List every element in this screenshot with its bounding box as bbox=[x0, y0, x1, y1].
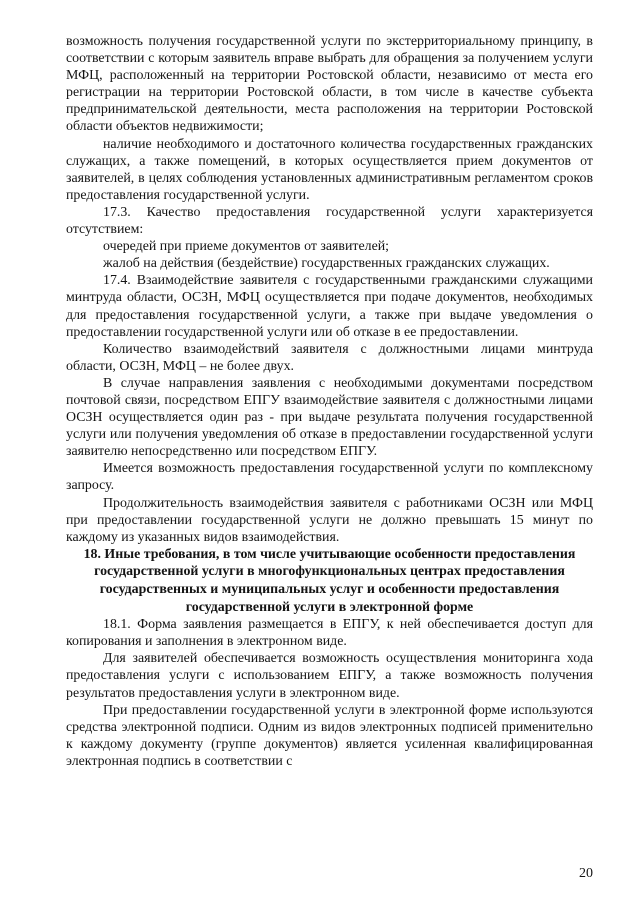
paragraph-interaction-count: Количество взаимодействий заявителя с должностными лицами минтруда области, ОСЗН, МФЦ – не более двух. bbox=[66, 341, 593, 374]
page-number: 20 bbox=[579, 866, 593, 881]
paragraph-electronic-signature: При предоставлении государственной услуги в электронной форме используются средства электронной подписи. Одним из видов электронных подписей применительно к каждому документу (группе документов) является усиленная квалифицированная электронная подпись в соответствии с bbox=[66, 702, 593, 769]
paragraph-complex-request: Имеется возможность предоставления государственной услуги по комплексному запросу. bbox=[66, 461, 593, 494]
paragraph-extraterritorial: возможность получения государственной услуги по экстерриториальному принципу, в соответствии с которым заявитель вправе выбрать для обращения за получением услуги МФЦ, расположенный на территории Ростовской области, независимо от места его регистрации на территории Ростовской области, в том числе в качестве субъекта предпринимательской деятельности, места расположения на территории Ростовской области объектов недвижимости; bbox=[66, 34, 593, 135]
section-heading-18: 18. Иные требования, в том числе учитывающие особенности предоставления государственной услуги в многофункциональных центрах предоставления государственных и муниципальных услуг и особенности предоставления государственной услуги в электронной форме bbox=[83, 546, 576, 615]
paragraph-17-4: 17.4. Взаимодействие заявителя с государственными гражданскими служащими минтруда области, ОСЗН, МФЦ осуществляется при подаче документов, необходимых для предоставления государственной услуги, а также при выдаче уведомления о предоставлении государственной услуги или об отказе в ее предоставлении. bbox=[66, 273, 593, 340]
list-item-complaints: жалоб на действия (бездействие) государственных гражданских служащих. bbox=[103, 256, 550, 272]
list-item-queues: очередей при приеме документов от заявителей; bbox=[103, 239, 390, 255]
paragraph-staff-premises: наличие необходимого и достаточного количества государственных гражданских служащих, а также помещений, в которых осуществляется прием документов от заявителей, в целях соблюдения установленных административным регламентом сроков предоставления государственной услуги. bbox=[66, 136, 593, 203]
paragraph-monitoring: Для заявителей обеспечивается возможность осуществления мониторинга хода предоставления услуги с использованием ЕПГУ, а также возможность получения результатов предоставления услуги в электронном виде. bbox=[66, 651, 593, 701]
paragraph-18-1: 18.1. Форма заявления размещается в ЕПГУ, к ней обеспечивается доступ для копирования и заполнения в электронном виде. bbox=[66, 617, 593, 650]
paragraph-duration: Продолжительность взаимодействия заявителя с работниками ОСЗН или МФЦ при предоставлении государственной услуги не должно превышать 15 минут по каждому из указанных видов взаимодействия. bbox=[66, 495, 593, 545]
paragraph-postal-epgu: В случае направления заявления с необходимыми документами посредством почтовой связи, посредством ЕПГУ взаимодействие заявителя с должностными лицами ОСЗН осуществляется один раз - при выдаче результата получения государственной услуги или получения уведомления об отказе в предоставлении государственной услуги заявителю непосредственно или посредством ЕПГУ. bbox=[66, 375, 593, 460]
document-page bbox=[66, 33, 593, 770]
paragraph-17-3: 17.3. Качество предоставления государственной услуги характеризуется отсутствием: bbox=[66, 204, 593, 238]
